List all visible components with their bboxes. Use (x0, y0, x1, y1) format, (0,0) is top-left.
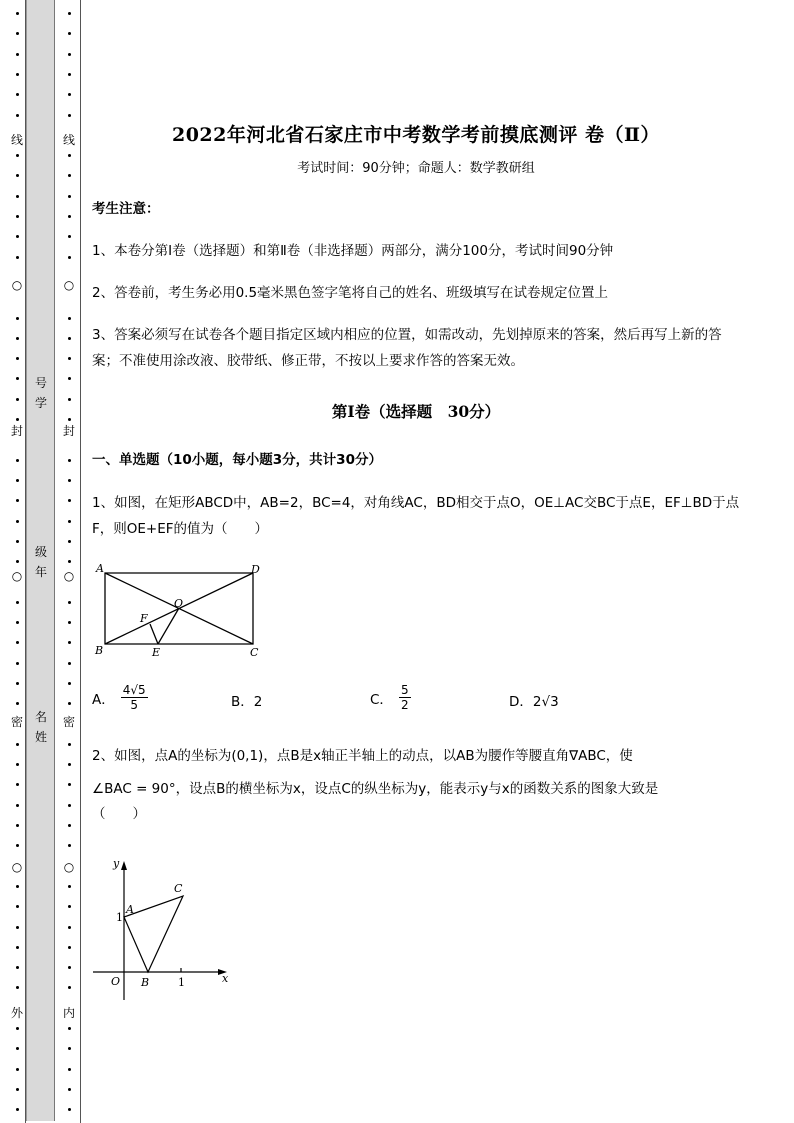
outer-margin-circle: ○ (11, 278, 23, 292)
inner-margin-dot (68, 763, 71, 766)
inner-margin-dot (68, 520, 71, 523)
inner-margin-dot (68, 459, 71, 462)
exam-subtitle: 考试时间：90分钟；命题人：数学教研组 (297, 161, 535, 176)
fig2-label-1x: 1 (178, 976, 185, 989)
q1-option-c-fraction (399, 683, 411, 712)
inner-margin-dot (68, 926, 71, 929)
inner-margin-dot (68, 1108, 71, 1111)
inner-margin-dot (68, 1068, 71, 1071)
outer-margin-dot (16, 682, 19, 685)
outer-margin-dot (16, 357, 19, 360)
fig1-label-c: C (250, 646, 259, 659)
outer-margin-dot (16, 946, 19, 949)
inner-margin-dot (68, 804, 71, 807)
outer-margin-dot (16, 905, 19, 908)
q1-option-a-numerator: 4√5 (122, 683, 146, 697)
outer-margin-dot (16, 377, 19, 380)
fig2-label-x: x (222, 972, 229, 985)
outer-margin-circle: ○ (11, 569, 23, 583)
q1-option-c-numerator: 5 (400, 683, 409, 697)
inner-margin-dot (68, 317, 71, 320)
inner-margin-dot (68, 783, 71, 786)
outer-margin-dot (16, 621, 19, 624)
notice-heading: 考生注意： (92, 201, 160, 217)
outer-margin-dot (16, 195, 19, 198)
strip-label-xing: 姓 (34, 730, 47, 744)
outer-margin-dot (16, 743, 19, 746)
outer-margin-dot (16, 479, 19, 482)
fig2-label-b: B (141, 976, 150, 989)
outer-margin-dot (16, 1108, 19, 1111)
inner-margin-dot (68, 641, 71, 644)
part-heading: 一、单选题（10小题，每小题3分，共计30分） (92, 452, 382, 468)
inner-margin-dot (68, 560, 71, 563)
q2-coordinate-figure (88, 855, 238, 1005)
strip-label-hao: 号 (34, 376, 47, 390)
inner-dot-column (62, 0, 76, 1123)
q1-option-a[interactable] (92, 683, 148, 712)
outer-margin-dot (16, 1047, 19, 1050)
outer-margin-dot (16, 844, 19, 847)
q1-option-c-label: C． (370, 691, 393, 708)
outer-margin-dot (16, 560, 19, 563)
inner-margin-dot (68, 682, 71, 685)
inner-margin-circle: ○ (63, 278, 75, 292)
outer-margin-dot (16, 520, 19, 523)
inner-margin-dot (68, 174, 71, 177)
inner-margin-dot (68, 621, 71, 624)
inner-margin-dot (68, 377, 71, 380)
q1-option-a-label: A． (92, 691, 115, 708)
inner-margin-dot (68, 357, 71, 360)
inner-margin-dot (68, 844, 71, 847)
inner-margin-dot (68, 743, 71, 746)
inner-margin-mark: 密 (63, 715, 76, 729)
notice-item-2: 2、答卷前，考生务必用0.5毫米黑色签字笔将自己的姓名、班级填写在试卷规定位置上 (92, 285, 609, 301)
fig1-label-e: E (152, 646, 161, 659)
outer-margin-dot (16, 114, 19, 117)
outer-margin-dot (16, 702, 19, 705)
inner-margin-dot (68, 418, 71, 421)
fig1-label-b: B (95, 644, 104, 657)
outer-margin-dot (16, 459, 19, 462)
q1-option-c-denominator: 2 (400, 698, 409, 712)
outer-margin-dot (16, 256, 19, 259)
inner-margin-dot (68, 702, 71, 705)
inner-margin-dot (68, 195, 71, 198)
q1-text: 1、如图，在矩形ABCD中，AB=2，BC=4，对角线AC，BD相交于点O，OE⊥AC交BC于点E，EF⊥BD于点F，则OE+EF的值为（ ） (92, 495, 740, 537)
outer-margin-dot (16, 1088, 19, 1091)
strip-label-ming: 名 (34, 710, 47, 724)
q1-option-b[interactable] (231, 690, 262, 710)
outer-margin-dot (16, 73, 19, 76)
strip-label-xue: 学 (34, 396, 47, 410)
outer-margin-mark: 外 (11, 1006, 24, 1020)
exam-title: 2022年河北省石家庄市中考数学考前摸底测评 卷（Ⅱ） (171, 124, 660, 146)
inner-margin-dot (68, 479, 71, 482)
fig2-label-o: O (111, 975, 121, 988)
outer-margin-dot (16, 1068, 19, 1071)
inner-margin-dot (68, 1088, 71, 1091)
q1-option-a-denominator: 5 (130, 698, 139, 712)
inner-margin-dot (68, 1027, 71, 1030)
fig1-label-f: F (140, 612, 148, 625)
outer-margin-dot (16, 418, 19, 421)
inner-margin-dot (68, 946, 71, 949)
inner-margin-circle: ○ (63, 860, 75, 874)
outer-dot-column (10, 0, 24, 1123)
outer-margin-dot (16, 53, 19, 56)
q2-line-2: ∠BAC = 90°，设点B的横坐标为x，设点C的纵坐标为y，能表示y与x的函数关系的图象大致是 (92, 781, 659, 797)
outer-margin-dot (16, 93, 19, 96)
fig2-label-y: y (113, 857, 120, 870)
inner-margin-dot (68, 154, 71, 157)
outer-margin-dot (16, 966, 19, 969)
inner-margin-dot (68, 12, 71, 15)
outer-margin-dot (16, 601, 19, 604)
inner-margin-dot (68, 114, 71, 117)
outer-margin-dot (16, 398, 19, 401)
inner-margin-dot (68, 398, 71, 401)
outer-margin-dot (16, 317, 19, 320)
outer-margin-dot (16, 32, 19, 35)
q2-line-3: （ ） (92, 806, 146, 822)
outer-margin-dot (16, 783, 19, 786)
outer-margin-mark: 封 (11, 424, 24, 438)
inner-margin-dot (68, 93, 71, 96)
inner-margin-dot (68, 824, 71, 827)
inner-margin-dot (68, 1047, 71, 1050)
outer-margin-dot (16, 1027, 19, 1030)
q1-rectangle-figure (90, 558, 270, 663)
inner-margin-dot (68, 885, 71, 888)
fig1-label-o: O (174, 597, 184, 610)
section-title: 第I卷（选择题 30分） (331, 402, 501, 421)
q1-option-b-text: B．2 (231, 694, 263, 710)
outer-margin-dot (16, 12, 19, 15)
strip-label-nian: 年 (34, 565, 47, 579)
fig2-label-a: A (126, 903, 134, 916)
inner-margin-mark: 封 (63, 424, 76, 438)
notice-item-1: 1、本卷分第I卷（选择题）和第Ⅱ卷（非选择题）两部分，满分100分，考试时间90分钟 (92, 243, 614, 259)
inner-margin-mark: 线 (63, 133, 76, 147)
q2-line-1: 2、如图，点A的坐标为(0,1)，点B是x轴正半轴上的动点，以AB为腰作等腰直角∇ABC，使 (92, 748, 633, 764)
outer-margin-dot (16, 804, 19, 807)
outer-margin-dot (16, 986, 19, 989)
inner-margin-dot (68, 986, 71, 989)
q1-option-d-text: D．2√3 (509, 694, 559, 710)
outer-margin-dot (16, 540, 19, 543)
margin-line-right (80, 0, 81, 1123)
outer-margin-circle: ○ (11, 860, 23, 874)
fig1-label-d: D (251, 563, 260, 576)
q1-option-c[interactable] (370, 683, 411, 712)
outer-margin-dot (16, 662, 19, 665)
notice-item-3: 3、答案必须写在试卷各个题目指定区域内相应的位置，如需改动，先划掉原来的答案，然后再写上新的答案；不准使用涂改液、胶带纸、修正带，不按以上要求作答的答案无效。 (92, 327, 722, 369)
inner-margin-dot (68, 540, 71, 543)
outer-margin-dot (16, 174, 19, 177)
outer-margin-dot (16, 499, 19, 502)
inner-margin-dot (68, 53, 71, 56)
outer-margin-dot (16, 154, 19, 157)
fig2-label-1y: 1 (116, 911, 123, 924)
inner-margin-dot (68, 235, 71, 238)
inner-margin-dot (68, 215, 71, 218)
outer-margin-dot (16, 215, 19, 218)
inner-margin-dot (68, 73, 71, 76)
inner-margin-dot (68, 499, 71, 502)
fig2-label-c: C (174, 882, 183, 895)
outer-margin-dot (16, 824, 19, 827)
outer-margin-dot (16, 926, 19, 929)
outer-margin-dot (16, 337, 19, 340)
inner-margin-dot (68, 256, 71, 259)
inner-margin-dot (68, 601, 71, 604)
inner-margin-dot (68, 966, 71, 969)
inner-margin-circle: ○ (63, 569, 75, 583)
strip-label-ji: 级 (34, 545, 47, 559)
q1-option-a-fraction (121, 683, 148, 712)
inner-margin-dot (68, 32, 71, 35)
outer-margin-mark: 密 (11, 715, 24, 729)
inner-margin-dot (68, 662, 71, 665)
outer-margin-mark: 线 (11, 133, 24, 147)
inner-margin-mark: 内 (63, 1006, 76, 1020)
outer-margin-dot (16, 641, 19, 644)
inner-margin-dot (68, 905, 71, 908)
outer-margin-dot (16, 235, 19, 238)
outer-margin-dot (16, 763, 19, 766)
inner-margin-dot (68, 337, 71, 340)
q1-option-d[interactable] (509, 690, 559, 710)
outer-margin-dot (16, 885, 19, 888)
fig1-label-a: A (96, 562, 104, 575)
